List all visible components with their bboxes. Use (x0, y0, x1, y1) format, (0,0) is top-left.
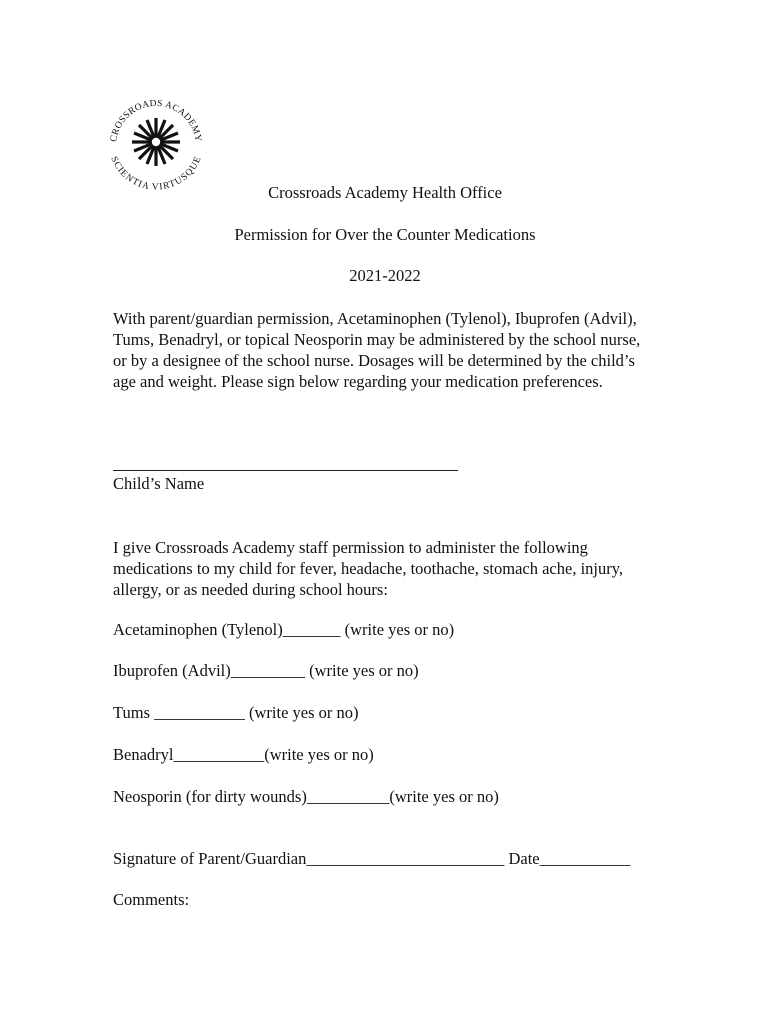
signature-date-line[interactable]: Signature of Parent/Guardian________________________ Date___________ (113, 849, 631, 868)
consent-paragraph: I give Crossroads Academy staff permission to administer the following medications to my child for fever, headache, toothache, stomach ache, injury, allergy, or as needed during school hours: (113, 538, 624, 599)
medication-acetaminophen[interactable]: Acetaminophen (Tylenol)_______ (write yes or no) (113, 620, 455, 639)
crossroads-academy-logo (102, 92, 210, 192)
child-name-field[interactable] (113, 470, 458, 471)
medication-benadryl[interactable]: Benadryl___________(write yes or no) (113, 745, 374, 764)
comments-label: Comments: (113, 890, 190, 909)
medication-neosporin[interactable]: Neosporin (for dirty wounds)__________(write yes or no) (113, 787, 499, 806)
page-title: Crossroads Academy Health Office (268, 183, 502, 202)
logo-top-text: CROSSROADS ACADEMY (109, 98, 203, 143)
child-name-label: Child’s Name (113, 474, 205, 493)
intro-paragraph: With parent/guardian permission, Acetaminophen (Tylenol), Ibuprofen (Advil), Tums, Benadryl, or topical Neosporin may be administered by the school nurse, or by a designee of the school nurse. Dosages will be determined by the child’s age and weight. Please sign below regarding your medication preferences. (113, 309, 641, 391)
medication-ibuprofen[interactable]: Ibuprofen (Advil)_________ (write yes or no) (113, 661, 419, 680)
logo-bottom-text: SCIENTIA VIRTUSQUE (108, 155, 204, 192)
form-subtitle: Permission for Over the Counter Medications (234, 225, 536, 244)
logo-center-circle (151, 137, 161, 147)
school-year: 2021-2022 (349, 266, 421, 285)
medication-tums[interactable]: Tums ___________ (write yes or no) (113, 703, 359, 722)
